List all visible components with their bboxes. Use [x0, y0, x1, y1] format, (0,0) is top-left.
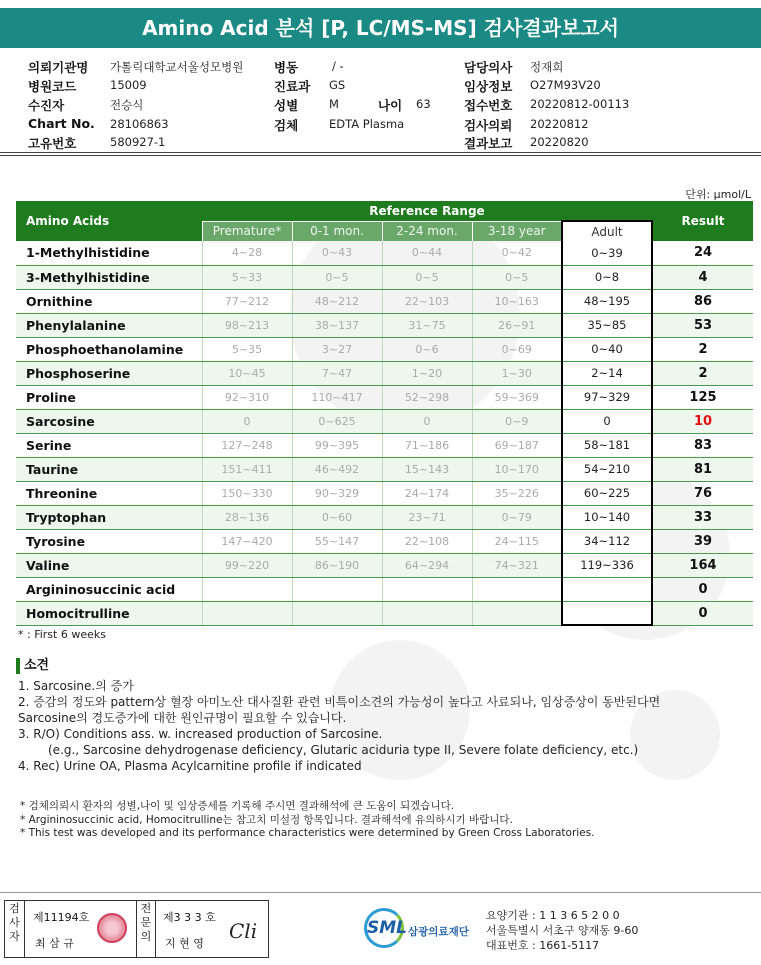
ref-range-mon224	[382, 601, 472, 625]
note-line: * This test was developed and its performance characteristics were determined by Green Cross Laboratories.	[20, 827, 595, 839]
ref-range-premature: 0	[202, 409, 292, 433]
findings-heading	[16, 654, 49, 671]
logo-mark: SML	[367, 918, 407, 938]
ref-range-year318: 10~163	[472, 289, 562, 313]
logo-name: 삼광의료재단	[408, 926, 469, 938]
institution-value: 가톨릭대학교서울성모병원	[110, 60, 244, 74]
ref-range-mon01: 90~329	[292, 481, 382, 505]
ref-range-adult: 0	[562, 409, 652, 433]
ref-range-year318	[472, 577, 562, 601]
result-value: 33	[652, 505, 753, 529]
ref-range-mon01	[292, 577, 382, 601]
amino-acid-name: Tyrosine	[16, 529, 202, 553]
ref-range-mon01: 110~417	[292, 385, 382, 409]
clinical-value: O27M93V20	[530, 78, 601, 92]
finding-line: (e.g., Sarcosine dehydrogenase deficiency, Glutaric aciduria type II, Severe folate deficiency, etc.)	[48, 743, 639, 757]
ref-range-mon01: 7~47	[292, 361, 382, 385]
result-value: 10	[652, 409, 753, 433]
age-label: 나이	[378, 98, 403, 113]
result-value: 2	[652, 337, 753, 361]
ref-range-mon01: 46~492	[292, 457, 382, 481]
subheader-premature: Premature*	[202, 221, 292, 241]
ref-range-year318: 69~187	[472, 433, 562, 457]
amino-acid-name: Phenylalanine	[16, 313, 202, 337]
ref-range-mon01: 0~60	[292, 505, 382, 529]
org-code: 요양기관 : 1 1 3 6 5 2 0 0	[486, 909, 620, 922]
header-amino-acids: Amino Acids	[16, 201, 202, 241]
ref-range-adult	[562, 577, 652, 601]
patient-label: 수진자	[28, 98, 65, 113]
table-row	[16, 457, 753, 481]
amino-acid-name: Phosphoserine	[16, 361, 202, 385]
result-value: 39	[652, 529, 753, 553]
ref-range-adult: 2~14	[562, 361, 652, 385]
ref-range-year318: 0~69	[472, 337, 562, 361]
ref-range-premature: 4~28	[202, 241, 292, 265]
signature-box	[4, 900, 269, 958]
ref-range-mon224: 23~71	[382, 505, 472, 529]
ref-range-mon01: 99~395	[292, 433, 382, 457]
clinical-label: 임상정보	[464, 79, 513, 94]
findings-marker	[16, 658, 20, 674]
doctor-value: 정재희	[530, 60, 564, 74]
sex-value: M	[329, 97, 339, 111]
ref-range-mon01: 38~137	[292, 313, 382, 337]
ref-range-mon224: 64~294	[382, 553, 472, 577]
sml-logo	[364, 908, 482, 952]
footer-divider	[0, 892, 761, 893]
report-title: Amino Acid 분석 [P, LC/MS-MS] 검사결과보고서	[0, 8, 761, 48]
org-phone: 대표번호 : 1661-5117	[486, 939, 600, 952]
ref-range-adult: 34~112	[562, 529, 652, 553]
header-reference-range: Reference Range	[202, 201, 652, 221]
finding-line: 2. 증감의 정도와 pattern상 혈장 아미노산 대사질환 관련 비특이소견의 가능성이 높다고 사료되나, 임상증상이 동반된다면	[18, 695, 661, 709]
amino-acid-name: 3-Methylhistidine	[16, 265, 202, 289]
ref-range-premature: 150~330	[202, 481, 292, 505]
ref-range-adult: 60~225	[562, 481, 652, 505]
specialist-license: 제3 3 3 호	[163, 911, 216, 924]
ref-range-premature: 10~45	[202, 361, 292, 385]
result-value: 24	[652, 241, 753, 265]
ref-range-year318: 74~321	[472, 553, 562, 577]
ref-range-mon01: 0~43	[292, 241, 382, 265]
dept-label: 진료과	[274, 79, 311, 94]
finding-line: 1. Sarcosine.의 증가	[18, 679, 134, 693]
doctor-label: 담당의사	[464, 60, 513, 75]
ref-range-adult: 35~85	[562, 313, 652, 337]
table-row	[16, 409, 753, 433]
ref-range-premature: 77~212	[202, 289, 292, 313]
ref-range-mon224: 0~6	[382, 337, 472, 361]
result-value: 76	[652, 481, 753, 505]
info-divider-top	[0, 152, 761, 153]
examiner-name: 최 삼 규	[35, 937, 74, 950]
ref-range-mon224: 0~44	[382, 241, 472, 265]
ref-range-adult: 54~210	[562, 457, 652, 481]
ref-range-premature: 5~35	[202, 337, 292, 361]
unit-label: 단위: μmol/L	[685, 188, 751, 201]
note-line: * Argininosuccinic acid, Homocitrulline는 참고치 미설정 항목입니다. 결과해석에 유의하시기 바랍니다.	[20, 813, 513, 826]
dept-value: GS	[329, 78, 346, 92]
ref-range-mon224	[382, 577, 472, 601]
ref-range-mon224: 24~174	[382, 481, 472, 505]
header-result: Result	[652, 201, 753, 241]
table-row	[16, 577, 753, 601]
subheader-2-24-mon: 2-24 mon.	[382, 221, 472, 241]
ref-range-mon01: 0~625	[292, 409, 382, 433]
examiner-label: 검 사 자	[5, 901, 25, 957]
unique-value: 580927-1	[110, 135, 166, 149]
ref-range-year318: 0~9	[472, 409, 562, 433]
result-value: 0	[652, 601, 753, 625]
ref-range-adult: 10~140	[562, 505, 652, 529]
ref-range-mon01: 55~147	[292, 529, 382, 553]
ref-range-premature: 99~220	[202, 553, 292, 577]
report-label: 결과보고	[464, 136, 513, 151]
note-line: * 검체의뢰시 환자의 성별,나이 및 임상증세를 기록해 주시면 결과해석에 큰 도움이 되겠습니다.	[20, 800, 455, 812]
amino-acid-name: Phosphoethanolamine	[16, 337, 202, 361]
amino-acid-name: Argininosuccinic acid	[16, 577, 202, 601]
ref-range-premature	[202, 577, 292, 601]
specialist-name: 지 현 영	[165, 937, 204, 950]
patient-value: 전승식	[110, 98, 144, 112]
ref-range-adult	[562, 601, 652, 625]
ref-range-adult: 0~40	[562, 337, 652, 361]
unique-label: 고유번호	[28, 136, 77, 151]
result-value: 0	[652, 577, 753, 601]
ward-label: 병동	[274, 60, 299, 75]
ref-range-mon224: 1~20	[382, 361, 472, 385]
table-row	[16, 289, 753, 313]
specimen-label: 검체	[274, 118, 299, 133]
result-value: 86	[652, 289, 753, 313]
sex-label: 성별	[274, 98, 299, 113]
hospital-code-label: 병원코드	[28, 79, 77, 94]
table-row	[16, 385, 753, 409]
request-label: 검사의뢰	[464, 118, 513, 133]
ref-range-year318: 24~115	[472, 529, 562, 553]
ref-range-year318: 1~30	[472, 361, 562, 385]
amino-acid-name: Ornithine	[16, 289, 202, 313]
findings-title: 소견	[24, 658, 50, 673]
ref-range-mon01: 3~27	[292, 337, 382, 361]
ref-range-mon01: 48~212	[292, 289, 382, 313]
notes	[20, 800, 594, 841]
subheader-3-18-year: 3-18 year	[472, 221, 562, 241]
finding-line: 4. Rec) Urine OA, Plasma Acylcarnitine profile if indicated	[18, 759, 362, 773]
result-value: 125	[652, 385, 753, 409]
ref-range-year318: 35~226	[472, 481, 562, 505]
result-value: 81	[652, 457, 753, 481]
request-value: 20220812	[530, 117, 589, 131]
ref-range-premature: 98~213	[202, 313, 292, 337]
amino-acid-name: Tryptophan	[16, 505, 202, 529]
result-value: 164	[652, 553, 753, 577]
ref-range-year318: 10~170	[472, 457, 562, 481]
ref-range-mon224: 0	[382, 409, 472, 433]
ref-range-adult: 97~329	[562, 385, 652, 409]
ref-range-mon01: 0~5	[292, 265, 382, 289]
receipt-label: 접수번호	[464, 98, 513, 113]
ref-range-adult: 48~195	[562, 289, 652, 313]
ref-range-year318: 0~79	[472, 505, 562, 529]
examiner-seal	[97, 913, 127, 943]
result-value: 83	[652, 433, 753, 457]
table-row	[16, 601, 753, 625]
ref-range-year318	[472, 601, 562, 625]
result-value: 2	[652, 361, 753, 385]
amino-acid-table	[16, 201, 753, 626]
amino-acid-name: 1-Methylhistidine	[16, 241, 202, 265]
ref-range-mon224: 71~186	[382, 433, 472, 457]
result-value: 4	[652, 265, 753, 289]
subheader-0-1-mon: 0-1 mon.	[292, 221, 382, 241]
table-row	[16, 241, 753, 265]
amino-acid-name: Sarcosine	[16, 409, 202, 433]
table-row	[16, 433, 753, 457]
ref-range-year318: 26~91	[472, 313, 562, 337]
ref-range-premature: 5~33	[202, 265, 292, 289]
ref-range-mon01	[292, 601, 382, 625]
chart-value: 28106863	[110, 117, 169, 131]
specialist-cell	[163, 901, 267, 957]
findings-text	[18, 678, 660, 774]
ref-range-premature: 151~411	[202, 457, 292, 481]
table-row	[16, 553, 753, 577]
ref-range-mon224: 22~103	[382, 289, 472, 313]
table-row	[16, 313, 753, 337]
table-row	[16, 337, 753, 361]
ref-range-mon224: 22~108	[382, 529, 472, 553]
report-value: 20220820	[530, 135, 589, 149]
ref-range-mon224: 31~75	[382, 313, 472, 337]
ref-range-premature: 147~420	[202, 529, 292, 553]
chart-label: Chart No.	[28, 116, 95, 131]
org-address: 서울특별시 서초구 양재동 9-60	[486, 924, 639, 937]
ref-range-premature: 92~310	[202, 385, 292, 409]
ref-range-mon01: 86~190	[292, 553, 382, 577]
amino-acid-name: Threonine	[16, 481, 202, 505]
ref-range-adult: 0~39	[562, 241, 652, 265]
ref-range-mon224: 52~298	[382, 385, 472, 409]
ref-range-adult: 0~8	[562, 265, 652, 289]
info-divider-bottom	[0, 155, 761, 156]
ref-range-premature: 127~248	[202, 433, 292, 457]
table-row	[16, 361, 753, 385]
ref-range-year318: 0~5	[472, 265, 562, 289]
finding-line: 3. R/O) Conditions ass. w. increased production of Sarcosine.	[18, 727, 383, 741]
receipt-value: 20220812-00113	[530, 97, 630, 111]
examiner-cell	[33, 901, 133, 957]
result-value: 53	[652, 313, 753, 337]
examiner-license: 제11194호	[33, 911, 90, 924]
amino-acid-name: Serine	[16, 433, 202, 457]
finding-line: Sarcosine의 경도증가에 대한 원인규명이 필요할 수 있습니다.	[18, 711, 347, 725]
subheader-adult: Adult	[562, 221, 652, 241]
amino-acid-name: Proline	[16, 385, 202, 409]
ward-value: / -	[332, 59, 344, 73]
table-row	[16, 481, 753, 505]
specimen-value: EDTA Plasma	[329, 117, 405, 131]
ref-range-adult: 119~336	[562, 553, 652, 577]
ref-range-mon224: 15~143	[382, 457, 472, 481]
table-row	[16, 265, 753, 289]
ref-range-premature	[202, 601, 292, 625]
institution-label: 의뢰기관명	[28, 60, 89, 75]
amino-acid-name: Valine	[16, 553, 202, 577]
table-row	[16, 529, 753, 553]
amino-acid-name: Taurine	[16, 457, 202, 481]
specialist-label: 전 문 의	[136, 901, 156, 957]
footnote: * : First 6 weeks	[18, 628, 106, 641]
ref-range-premature: 28~136	[202, 505, 292, 529]
ref-range-year318: 0~42	[472, 241, 562, 265]
specialist-signature: Cli	[229, 919, 258, 943]
ref-range-year318: 59~369	[472, 385, 562, 409]
age-value: 63	[416, 97, 431, 111]
ref-range-adult: 58~181	[562, 433, 652, 457]
table-row	[16, 505, 753, 529]
amino-acid-name: Homocitrulline	[16, 601, 202, 625]
hospital-code-value: 15009	[110, 78, 147, 92]
organization-info	[486, 908, 638, 953]
ref-range-mon224: 0~5	[382, 265, 472, 289]
